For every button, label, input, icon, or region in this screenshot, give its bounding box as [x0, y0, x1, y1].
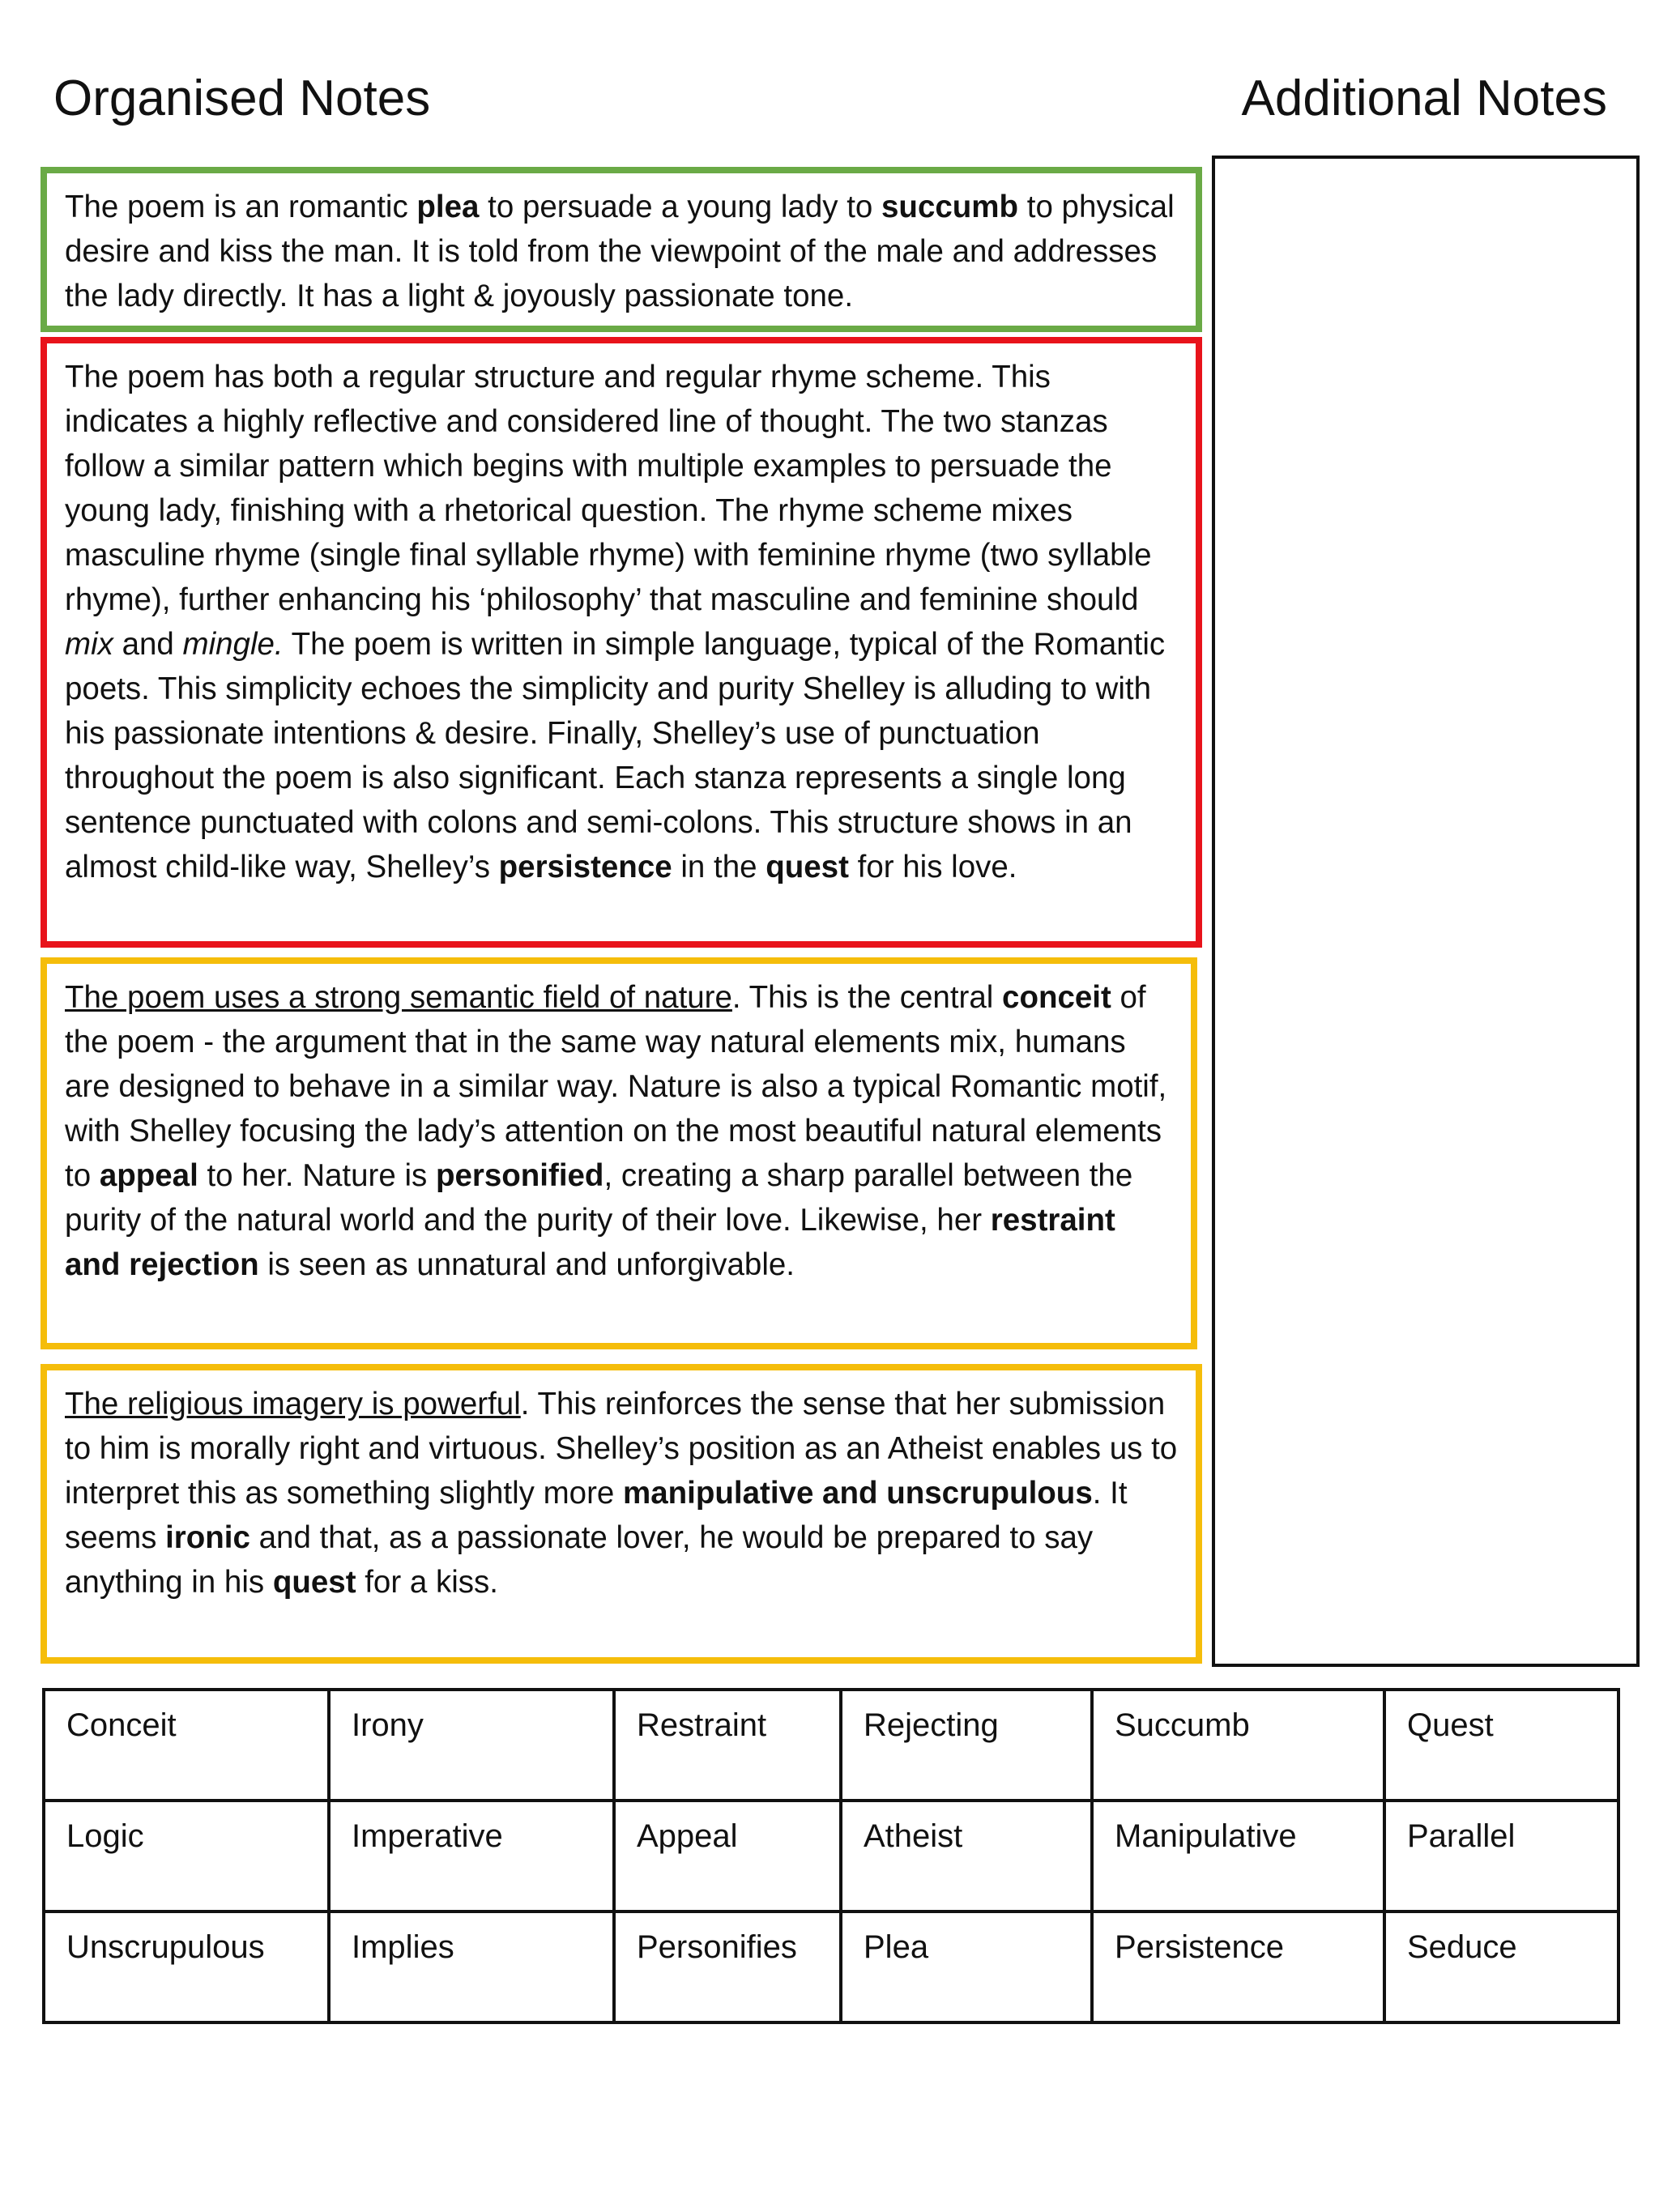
keyword-cell: Unscrupulous	[44, 1912, 329, 2022]
keyword-cell: Implies	[329, 1912, 614, 2022]
keyword-table	[42, 1688, 1620, 2024]
keyword-cell: Irony	[329, 1690, 614, 1801]
table-row	[44, 1690, 1618, 1801]
religious-imagery-note-box	[41, 1364, 1202, 1664]
keyword-cell: Manipulative	[1092, 1801, 1384, 1912]
organised-notes-heading: Organised Notes	[53, 70, 431, 126]
keyword-cell: Parallel	[1384, 1801, 1618, 1912]
nature-note-box	[41, 957, 1197, 1349]
keyword-cell: Seduce	[1384, 1912, 1618, 2022]
keyword-cell: Appeal	[614, 1801, 841, 1912]
table-row	[44, 1801, 1618, 1912]
additional-notes-box[interactable]	[1212, 156, 1640, 1667]
keyword-cell: Plea	[841, 1912, 1092, 2022]
religious-imagery-note-text: The religious imagery is powerful. This reinforces the sense that her submission to him is morally right and virtuous. Shelley’s position as an Atheist enables us to interpret this as something slightly more manipulative and unscrupulous. It seems ironic and that, as a passionate lover, he would be prepared to say anything in his quest for a kiss.	[65, 1387, 1178, 1600]
keyword-cell: Logic	[44, 1801, 329, 1912]
keyword-cell: Personifies	[614, 1912, 841, 2022]
structure-note-box	[41, 337, 1202, 948]
nature-note-text: The poem uses a strong semantic field of nature. This is the central conceit of the poem - the argument that in the same way natural elements mix, humans are designed to behave in a similar way. Nature is also a typical Romantic motif, with Shelley focusing the lady’s attention on the most beautiful natural elements to appeal to her. Nature is personified, creating a sharp parallel between the purity of the natural world and the purity of their love. Likewise, her restraint and rejection is seen as unnatural and unforgivable.	[65, 980, 1167, 1282]
keyword-cell: Conceit	[44, 1690, 329, 1801]
table-row	[44, 1912, 1618, 2022]
keyword-cell: Rejecting	[841, 1690, 1092, 1801]
keyword-cell: Atheist	[841, 1801, 1092, 1912]
keyword-cell: Succumb	[1092, 1690, 1384, 1801]
structure-note-text: The poem has both a regular structure and regular rhyme scheme. This indicates a highly reflective and considered line of thought. The two stanzas follow a similar pattern which begins with multiple examples to persuade the young lady, finishing with a rhetorical question. The rhyme scheme mixes masculine rhyme (single final syllable rhyme) with feminine rhyme (two syllable rhyme), further enhancing his ‘philosophy’ that masculine and feminine should mix and mingle. The poem is written in simple language, typical of the Romantic poets. This simplicity echoes the simplicity and purity Shelley is alluding to with his passionate intentions & desire. Finally, Shelley’s use of punctuation throughout the poem is also significant. Each stanza represents a single long sentence punctuated with colons and semi-colons. This structure shows in an almost child-like way, Shelley’s persistence in the quest for his love.	[65, 360, 1166, 884]
overview-note-text: The poem is an romantic plea to persuade a young lady to succumb to physical desire and kiss the man. It is told from the viewpoint of the male and addresses the lady directly. It has a light & joyously passionate tone.	[65, 190, 1175, 313]
keyword-cell: Imperative	[329, 1801, 614, 1912]
overview-note-box	[41, 167, 1202, 332]
keyword-cell: Persistence	[1092, 1912, 1384, 2022]
additional-notes-heading: Additional Notes	[1241, 70, 1607, 126]
keyword-cell: Quest	[1384, 1690, 1618, 1801]
keyword-cell: Restraint	[614, 1690, 841, 1801]
